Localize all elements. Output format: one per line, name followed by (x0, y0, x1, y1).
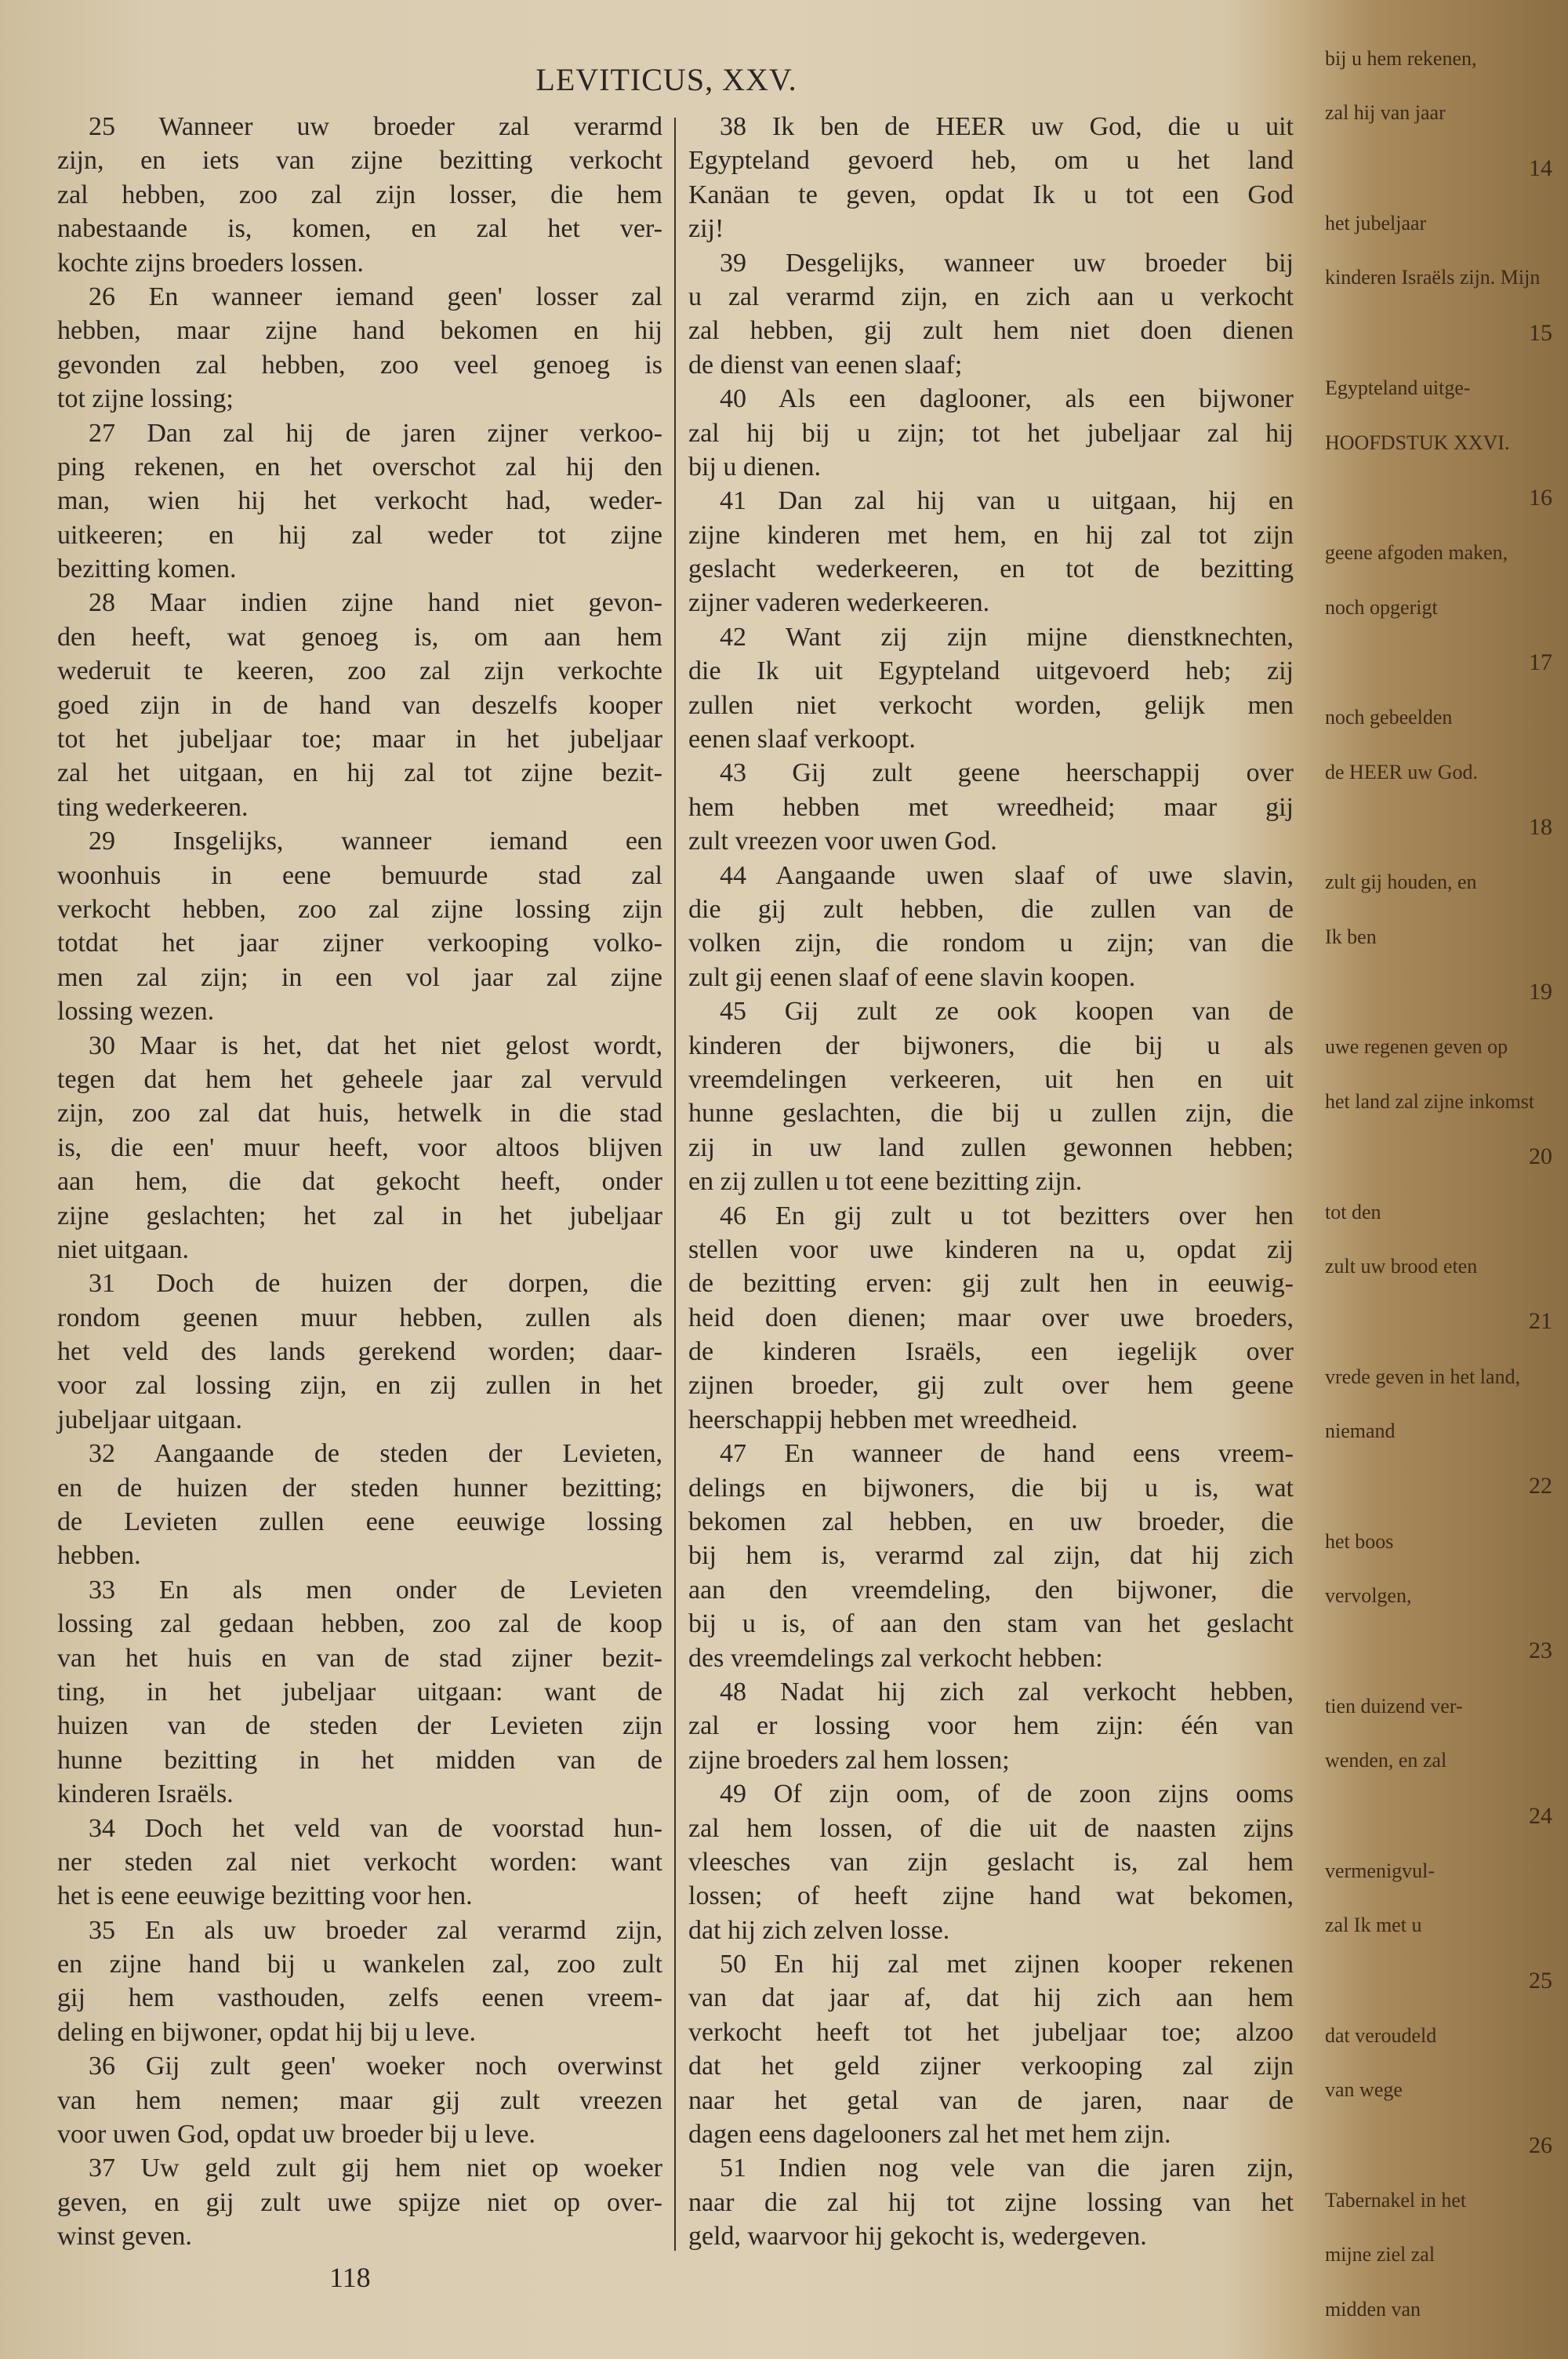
verse-line: 33 En als men onder de Levieten (89, 1575, 662, 1605)
verse-line: 48 Nadat hij zich zal verkocht hebben, (720, 1677, 1294, 1707)
adjacent-page-fragment: mijne ziel zal (1325, 2243, 1436, 2266)
adjacent-page-fragment: midden van (1325, 2297, 1421, 2321)
verse-line: deling en bijwoner, opdat hij bij u leve. (57, 2017, 477, 2047)
verse-line: zal hem lossen, of die uit de naasten zijns (688, 1813, 1294, 1843)
verse-line: van dat jaar af, dat hij zich aan hem (688, 1983, 1294, 2013)
verse-line: zullen niet verkocht worden, gelijk men (688, 690, 1294, 720)
verse-line: woonhuis in eene bemuurde stad zal (57, 860, 662, 890)
verse-line: gevonden zal hebben, zoo veel genoeg is (57, 350, 662, 380)
verse-line: 35 En als uw broeder zal verarmd zijn, (89, 1915, 662, 1945)
verse-line: niet uitgaan. (57, 1234, 190, 1264)
verse-line: den heeft, wat genoeg is, om aan hem (57, 622, 662, 652)
verse-line: 34 Doch het veld van de voorstad hun- (89, 1813, 662, 1843)
verse-line: zal hebben, zoo zal zijn losser, die hem (57, 180, 662, 209)
verse-line: zij! (688, 214, 724, 244)
right-column (688, 110, 1294, 2254)
adjacent-verse-number: 17 (1529, 649, 1552, 675)
verse-line: 50 En hij zal met zijnen kooper rekenen (720, 1950, 1294, 1979)
adjacent-page-fragment: uwe regenen geven op (1325, 1035, 1508, 1059)
adjacent-page-fragment: HOOFDSTUK XXVI. (1325, 431, 1510, 454)
adjacent-page (1325, 47, 1560, 2321)
verse-line: 39 Desgelijks, wanneer uw broeder bij (720, 248, 1294, 278)
verse-line: bij hem is, verarmd zal zijn, dat hij zich (688, 1541, 1294, 1571)
adjacent-page-fragment: het jubeljaar (1325, 212, 1427, 235)
verse-line: 29 Insgelijks, wanneer iemand een (89, 827, 662, 856)
verse-line: uitkeeren; en hij zal weder tot zijne (57, 520, 662, 550)
verse-line: verkocht heeft tot het jubeljaar toe; alzoo (688, 2017, 1294, 2047)
verse-line: van hem nemen; maar gij zult vreezen (57, 2085, 662, 2115)
verse-line: verkocht hebben, zoo zal zijne lossing zijn (57, 894, 662, 924)
verse-line: die gij zult hebben, die zullen van de (688, 894, 1294, 924)
verse-line: 43 Gij zult geene heerschappij over (720, 758, 1294, 788)
verse-line: 42 Want zij zijn mijne dienstknechten, (720, 622, 1294, 652)
verse-line: zult vreezen voor uwen God. (688, 827, 997, 856)
adjacent-page-fragment: zult uw brood eten (1325, 1254, 1478, 1278)
verse-line: zijne geslachten; het zal in het jubeljaar (57, 1201, 662, 1230)
verse-line: hebben, maar zijne hand bekomen en hij (57, 316, 662, 346)
verse-line: hebben. (57, 1541, 141, 1571)
verse-line: 47 En wanneer de hand eens vreem- (720, 1439, 1294, 1469)
verse-line: 38 Ik ben de HEER uw God, die u uit (720, 112, 1294, 141)
verse-line: 32 Aangaande de steden der Levieten, (89, 1439, 662, 1469)
verse-line: delings en bijwoners, die bij u is, wat (688, 1473, 1294, 1503)
verse-line: zijn, en iets van zijne bezitting verkocht (57, 146, 662, 176)
verse-line: stellen voor uwe kinderen na u, opdat zij (688, 1234, 1294, 1264)
adjacent-verse-number: 22 (1529, 1473, 1552, 1499)
verse-line: tot het jubeljaar toe; maar in het jubeljaar (57, 725, 662, 754)
adjacent-page-fragment: kinderen Israëls zijn. Mijn (1325, 266, 1541, 289)
verse-line: kinderen Israëls. (57, 1779, 234, 1809)
verse-line: zijn, zoo zal dat huis, hetwelk in die stad (57, 1099, 662, 1129)
verse-line: gij hem vasthouden, zelfs eenen vreem- (57, 1983, 662, 2013)
verse-line: naar die zal hij tot zijne lossing van het (688, 2187, 1294, 2217)
verse-line: zal het uitgaan, en hij zal tot zijne bezit- (57, 758, 662, 788)
verse-line: de dienst van eenen slaaf; (688, 350, 963, 380)
verse-line: totdat het jaar zijner verkooping volko- (57, 929, 662, 958)
verse-line: de kinderen Israëls, een iegelijk over (688, 1337, 1294, 1367)
verse-line: jubeljaar uitgaan. (57, 1405, 243, 1434)
verse-line: 41 Dan zal hij van u uitgaan, hij en (720, 486, 1294, 516)
adjacent-page-fragment: tien duizend ver- (1325, 1694, 1463, 1717)
verse-line: is, die een' muur heeft, voor altoos blijven (57, 1132, 662, 1162)
adjacent-page-fragment: noch gebeelden (1325, 706, 1453, 729)
verse-line: zal er lossing voor hem zijn: één van (688, 1711, 1294, 1741)
verse-line: bij u dienen. (688, 452, 822, 482)
verse-line: volken zijn, die rondom u zijn; van die (688, 929, 1294, 958)
adjacent-page-fragment: vervolgen, (1325, 1584, 1412, 1608)
verse-line: 31 Doch de huizen der dorpen, die (89, 1269, 662, 1299)
verse-line: ping rekenen, en het overschot zal hij den (57, 452, 662, 482)
adjacent-page-fragment: wenden, en zal (1325, 1749, 1447, 1772)
verse-line: en de huizen der steden hunner bezitting; (57, 1473, 662, 1503)
adjacent-page-fragment: het boos (1325, 1529, 1394, 1553)
verse-line: rondom geenen muur hebben, zullen als (57, 1303, 662, 1332)
verse-line: van het huis en van de stad zijner bezit- (57, 1643, 662, 1673)
verse-line: zal hij bij u zijn; tot het jubeljaar zal hij (688, 418, 1294, 448)
verse-line: 40 Als een daglooner, als een bijwoner (720, 384, 1294, 414)
verse-line: heid doen dienen; maar over uwe broeders, (688, 1303, 1294, 1332)
adjacent-verse-number: 16 (1529, 484, 1552, 511)
adjacent-page-fragment: bij u hem rekenen, (1325, 47, 1477, 70)
verse-line: het veld des lands gerekend worden; daar- (57, 1337, 662, 1367)
verse-line: goed zijn in de hand van deszelfs kooper (57, 690, 662, 720)
verse-line: 28 Maar indien zijne hand niet gevon- (89, 588, 662, 618)
verse-line: u zal verarmd zijn, en zich aan u verkocht (688, 282, 1294, 311)
adjacent-page-fragment: zal Ik met u (1325, 1914, 1422, 1937)
verse-line: hem hebben met wreedheid; maar gij (688, 792, 1294, 822)
verse-line: en zijne hand bij u wankelen zal, zoo zult (57, 1950, 662, 1979)
verse-line: lossen; of heeft zijne hand wat bekomen, (688, 1881, 1294, 1911)
adjacent-verse-number: 18 (1529, 814, 1552, 841)
verse-line: geven, en gij zult uwe spijze niet op over- (57, 2187, 662, 2217)
verse-line: bekomen zal hebben, en uw broeder, die (688, 1507, 1294, 1537)
verse-line: kochte zijns broeders lossen. (57, 248, 364, 278)
verse-line: 25 Wanneer uw broeder zal verarmd (89, 112, 662, 141)
adjacent-page-fragment: de HEER uw God. (1325, 760, 1478, 783)
verse-line: huizen van de steden der Levieten zijn (57, 1711, 662, 1741)
verse-line: bij u is, of aan den stam van het geslacht (688, 1609, 1294, 1639)
adjacent-verse-number: 23 (1529, 1637, 1552, 1664)
verse-line: die Ik uit Egypteland uitgevoerd heb; zij (688, 656, 1294, 686)
verse-line: wederuit te keeren, zoo zal zijn verkochte (57, 656, 662, 686)
verse-line: geld, waarvoor hij gekocht is, wedergeven. (688, 2222, 1147, 2252)
verse-line: 51 Indien nog vele van die jaren zijn, (720, 2154, 1294, 2183)
adjacent-page-fragment: Egypteland uitge- (1325, 376, 1471, 400)
page-number: 118 (329, 2262, 371, 2293)
adjacent-page-fragment: noch opgerigt (1325, 595, 1438, 619)
verse-line: 37 Uw geld zult gij hem niet op woeker (89, 2154, 662, 2183)
verse-line: zult gij eenen slaaf of eene slavin koopen. (688, 962, 1136, 992)
adjacent-verse-number: 25 (1529, 1967, 1552, 1994)
verse-line: aan hem, die dat gekocht heeft, onder (57, 1167, 662, 1197)
adjacent-verse-number: 24 (1529, 1802, 1552, 1829)
adjacent-page-fragment: geene afgoden maken, (1325, 541, 1508, 565)
verse-line: vreemdelingen verkeeren, uit hen en uit (688, 1064, 1294, 1094)
verse-line: dat het geld zijner verkooping zal zijn (688, 2052, 1294, 2081)
verse-line: zijne broeders zal hem lossen; (688, 1745, 1010, 1775)
verse-line: dat hij zich zelven losse. (688, 1915, 950, 1945)
verse-line: zijne kinderen met hem, en hij zal tot zijn (688, 520, 1294, 550)
verse-line: dagen eens dagelooners zal het met hem zijn. (688, 2120, 1171, 2150)
verse-line: aan den vreemdeling, den bijwoner, die (688, 1575, 1294, 1605)
verse-line: 27 Dan zal hij de jaren zijner verkoo- (89, 418, 662, 448)
adjacent-page-fragment: vrede geven in het land, (1325, 1365, 1521, 1388)
verse-line: de bezitting erven: gij zult hen in eeuwig- (688, 1269, 1294, 1299)
verse-line: naar het getal van de jaren, naar de (688, 2085, 1294, 2115)
adjacent-page-fragment: zal hij van jaar (1325, 101, 1446, 125)
verse-line: 44 Aangaande uwen slaaf of uwe slavin, (720, 860, 1294, 890)
verse-line: zijner vaderen wederkeeren. (688, 588, 990, 618)
verse-line: hunne bezitting in het midden van de (57, 1745, 662, 1775)
verse-line: ting wederkeeren. (57, 792, 249, 822)
adjacent-page-fragment: dat veroudeld (1325, 2023, 1437, 2047)
adjacent-verse-number: 26 (1529, 2132, 1552, 2158)
left-column (57, 110, 662, 2254)
adjacent-page-fragment: Ik ben (1325, 925, 1377, 948)
verse-line: lossing wezen. (57, 997, 215, 1027)
verse-line: zij in uw land zullen gewonnen hebben; (688, 1132, 1294, 1162)
adjacent-page-fragment: van wege (1325, 2078, 1403, 2102)
adjacent-page-fragment: vermenigvul- (1325, 1859, 1436, 1882)
adjacent-page-fragment: het land zal zijne inkomst (1325, 1089, 1535, 1113)
adjacent-page-fragment: Tabernakel in het (1325, 2189, 1467, 2212)
verse-line: het is eene eeuwige bezitting voor hen. (57, 1881, 473, 1911)
verse-line: voor uwen God, opdat uw broeder bij u leve. (57, 2120, 535, 2150)
verse-line: 49 Of zijn oom, of de zoon zijns ooms (720, 1779, 1294, 1809)
verse-line: geslacht wederkeeren, en tot de bezitting (688, 554, 1294, 584)
verse-line: en zij zullen u tot eene bezitting zijn. (688, 1167, 1083, 1197)
adjacent-verse-number: 21 (1529, 1308, 1552, 1335)
adjacent-page-fragment: tot den (1325, 1200, 1381, 1223)
verse-line: tot zijne lossing; (57, 384, 234, 414)
verse-line: zal hebben, gij zult hem niet doen dienen (688, 316, 1294, 346)
adjacent-verse-number: 14 (1529, 154, 1552, 181)
verse-line: nabestaande is, komen, en zal het ver- (57, 214, 662, 244)
verse-line: winst geven. (57, 2222, 192, 2252)
adjacent-verse-number: 20 (1529, 1143, 1552, 1170)
verse-line: 36 Gij zult geen' woeker noch overwinst (89, 2052, 662, 2081)
verse-line: zijnen broeder, gij zult over hem geene (688, 1371, 1294, 1401)
verse-line: men zal zijn; in een vol jaar zal zijne (57, 962, 662, 992)
verse-line: eenen slaaf verkoopt. (688, 725, 916, 754)
verse-line: des vreemdelings zal verkocht hebben: (688, 1643, 1103, 1673)
verse-line: voor zal lossing zijn, en zij zullen in het (57, 1371, 662, 1401)
verse-line: Kanäan te geven, opdat Ik u tot een God (688, 180, 1294, 209)
verse-line: hunne geslachten, die bij u zullen zijn, die (688, 1099, 1294, 1129)
verse-line: ner steden zal niet verkocht worden: want (57, 1847, 662, 1877)
verse-line: 46 En gij zult u tot bezitters over hen (720, 1201, 1294, 1230)
verse-line: tegen dat hem het geheele jaar zal vervuld (57, 1064, 662, 1094)
verse-line: man, wien hij het verkocht had, weder- (57, 486, 662, 516)
column-divider (674, 118, 676, 2251)
verse-line: vleesches van zijn geslacht is, zal hem (688, 1847, 1294, 1877)
verse-line: heerschappij hebben met wreedheid. (688, 1405, 1078, 1434)
verse-line: kinderen der bijwoners, die bij u als (688, 1030, 1294, 1060)
verse-line: ting, in het jubeljaar uitgaan: want de (57, 1677, 662, 1707)
verse-line: 26 En wanneer iemand geen' losser zal (89, 282, 662, 311)
adjacent-verse-number: 19 (1529, 979, 1552, 1005)
verse-line: bezitting komen. (57, 554, 237, 584)
adjacent-page-fragment: niemand (1325, 1419, 1396, 1442)
verse-line: 45 Gij zult ze ook koopen van de (720, 997, 1294, 1027)
verse-line: Egypteland gevoerd heb, om u het land (688, 146, 1294, 176)
verse-line: 30 Maar is het, dat het niet gelost wordt, (89, 1030, 662, 1060)
adjacent-verse-number: 15 (1529, 319, 1552, 346)
adjacent-page-fragment: zult gij houden, en (1325, 871, 1477, 894)
verse-line: de Levieten zullen eene eeuwige lossing (57, 1507, 662, 1537)
page-title: LEVITICUS, XXV. (535, 62, 797, 97)
verse-line: lossing zal gedaan hebben, zoo zal de koop (57, 1609, 662, 1639)
